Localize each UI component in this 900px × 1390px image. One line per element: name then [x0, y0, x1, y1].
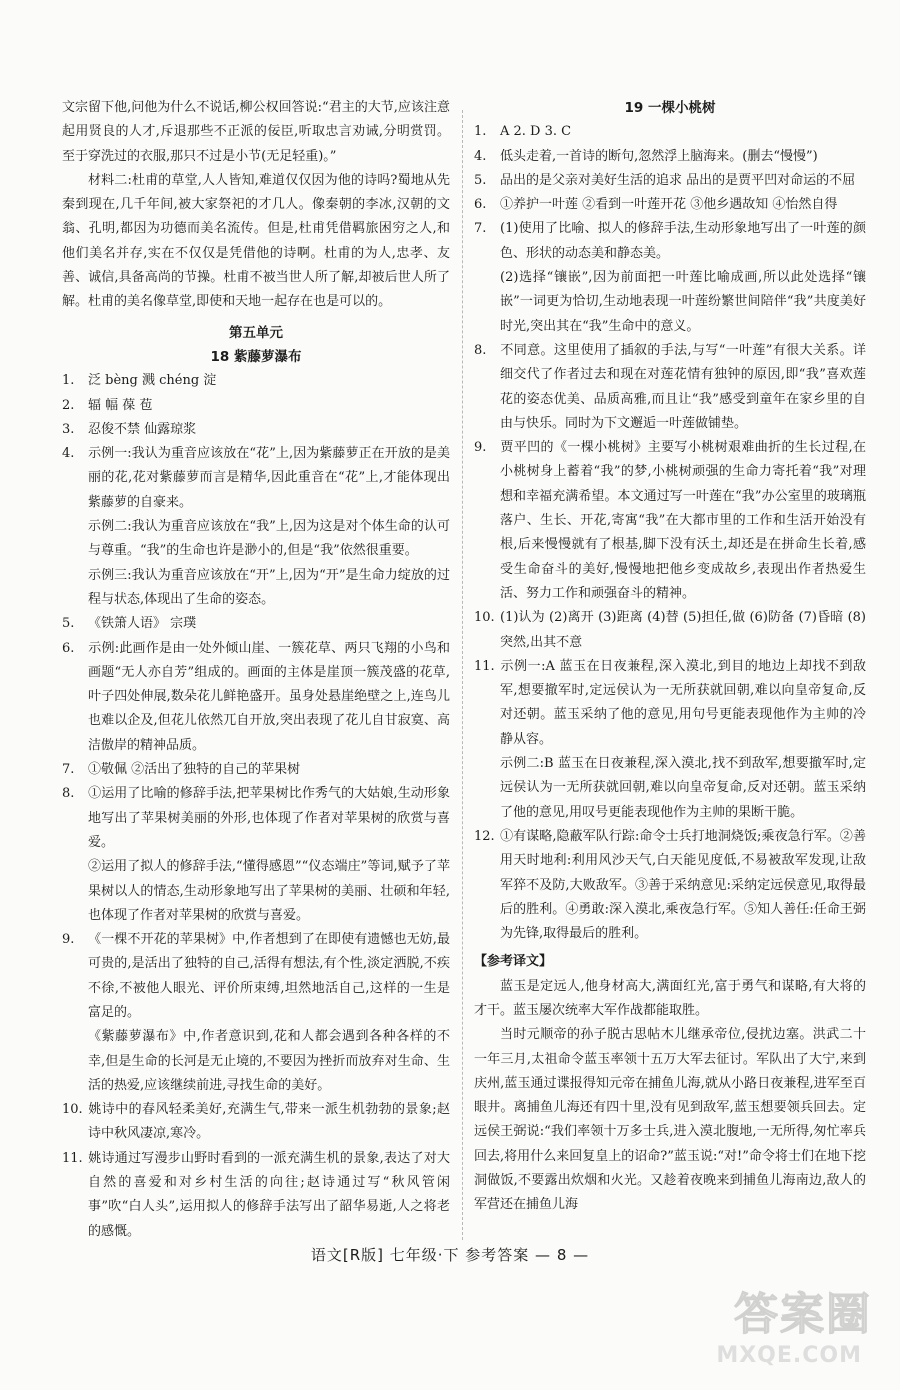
answer-item [62, 369, 450, 393]
answer-text: 贾平凹的《一棵小桃树》主要写小桃树艰难曲折的生长过程,在小桃树身上蓄着“我”的梦,小桃树顽强的生命力寄托着“我”对理想和幸福充满希望。本文通过写一叶莲在“我”办公室里的玻璃瓶落户、生长、开花,寄寓“我”在大都市里的工作和生活开始没有根,后来慢慢就有了根基,脚下没有沃土,却还是在拼命生长着,感受生命奋斗的美好,慢慢地把他乡变成故乡,表现出作者热爱生活、努力工作和顽强奋斗的精神。 [500, 440, 866, 601]
answer-number: 5. [62, 616, 75, 632]
answer-text: 示例二:我认为重音应该放在“我”上,因为这是对个体生命的认可与尊重。“我”的生命也许是渺小的,但是“我”依然很重要。 [88, 519, 450, 559]
answer-item [474, 145, 866, 169]
answer-text: 示例一:A 蓝玉在日夜兼程,深入漠北,到目的地边上却找不到敌军,想要撤军时,定远侯认为一无所获就回朝,难以向皇帝复命,反对还朝。蓝玉采纳了他的意见,用句号更能表现他作为主帅的冷静从容。 [500, 658, 866, 747]
answer-text: ①敬佩 ②活出了独特的自己的苹果树 [88, 762, 301, 778]
answer-item [474, 266, 866, 339]
answer-number: 4. [474, 148, 487, 164]
answer-item [62, 1025, 450, 1098]
answer-text: 姚诗中的春风轻柔美好,充满生气,带来一派生机勃勃的景象;赵诗中秋风凄凉,寒冷。 [88, 1102, 450, 1142]
answer-item [474, 606, 866, 655]
answer-text: ①运用了比喻的修辞手法,把苹果树比作秀气的大姑娘,生动形象地写出了苹果树美丽的外形,也体现了作者对苹果树的欣赏与喜爱。 [88, 786, 450, 850]
answer-text: 《紫藤萝瀑布》中,作者意识到,花和人都会遇到各种各样的不幸,但是生命的长河是无止境的,不要因为挫折而放弃对生命、生活的热爱,应该继续前进,寻找生命的美好。 [88, 1029, 450, 1093]
answer-number: 11. [474, 658, 495, 674]
answer-number: 11. [62, 1150, 83, 1166]
answer-item [62, 637, 450, 758]
answer-number: 12. [474, 828, 495, 844]
answer-text: 低头走着,一首诗的断句,忽然浮上脑海来。(删去“慢慢”) [500, 148, 818, 164]
answer-item [474, 193, 866, 217]
answer-text: ②运用了拟人的修辞手法,“懂得感恩”“仪态端庄”等词,赋予了苹果树以人的情态,生动形象地写出了苹果树的美丽、壮硕和年轻,也体现了作者对苹果树的欣赏与喜爱。 [88, 859, 450, 923]
answer-item [474, 825, 866, 946]
watermark-top: 答案圈 [734, 1289, 872, 1340]
answer-number: 10. [474, 610, 495, 626]
answer-item [474, 752, 866, 825]
lesson-title-19: 19 一棵小桃树 [624, 100, 716, 116]
reference-translation-title: 【参考译文】 [474, 954, 553, 970]
answer-number: 7. [474, 221, 487, 237]
answer-number: 6. [62, 640, 75, 656]
reference-paragraph-1: 蓝玉是定远人,他身材高大,满面红光,富于勇气和谋略,有大将的才干。蓝玉屡次统率大军作战都能取胜。 [474, 978, 866, 1018]
answer-item [62, 394, 450, 418]
watermark-logo [702, 1278, 872, 1368]
answer-number: 4. [62, 446, 75, 462]
answer-number: 9. [62, 932, 75, 948]
answer-text: 辐 幅 葆 苞 [88, 397, 153, 413]
answer-text: 示例三:我认为重音应该放在“开”上,因为“开”是生命力绽放的过程与状态,体现出了生命的姿态。 [88, 567, 450, 607]
answer-text: (1)使用了比喻、拟人的修辞手法,生动形象地写出了一叶莲的颜色、形状的动态美和静态美。 [500, 221, 866, 261]
answer-item [62, 855, 450, 928]
watermark-bottom: MXQE.COM [716, 1343, 862, 1368]
answer-text: A 2. D 3. C [500, 124, 572, 140]
answer-text: 《一棵不开花的苹果树》中,作者想到了在即使有遗憾也无妨,最可贵的,是活出了独特的自己,活得有想法,有个性,淡定洒脱,不疾不徐,不被他人眼光、评价所束缚,坦然地活自己,这样的一生是富足的。 [88, 932, 450, 1020]
answer-number: 7. [62, 762, 75, 778]
intro-paragraph-1: 文宗留下他,问他为什么不说话,柳公权回答说:“君主的大节,应该注意起用贤良的人才,斥退那些不正派的佞臣,听取忠言劝诫,分明赏罚。至于穿洗过的衣服,那只不过是小节(无足轻重)。” [62, 100, 450, 164]
answer-number: 2. [62, 397, 75, 413]
answer-number: 5. [474, 172, 487, 188]
answer-number: 1. [474, 124, 487, 140]
answer-text: 示例一:我认为重音应该放在“花”上,因为紫藤萝正在开放的是美丽的花,花对紫藤萝而言是精华,因此重音在“花”上,才能体现出紫藤萝的自豪来。 [88, 446, 450, 510]
answer-number: 8. [62, 786, 75, 802]
answer-text: 品出的是父亲对美好生活的追求 品出的是贾平凹对命运的不屈 [500, 172, 856, 188]
answer-item [474, 436, 866, 606]
right-answer-list [474, 120, 866, 946]
answer-number: 10. [62, 1102, 83, 1118]
answer-text: 示例:此画作是由一处外倾山崖、一簇花草、两只飞翔的小鸟和画题“无人亦自芳”组成的。画面的主体是崖顶一簇茂盛的花草,叶子四处伸展,数朵花儿鲜艳盛开。虽身处悬崖绝壁之上,连鸟儿也难以企及,但花儿依然兀自开放,突出表现了花儿自甘寂寞、高洁傲岸的精神品质。 [88, 640, 450, 753]
answer-text: 姚诗通过写漫步山野时看到的一派充满生机的景象,表达了对大自然的喜爱和对乡村生活的向往;赵诗通过写“秋风管闲事”吹“白人头”,运用拟人的修辞手法写出了韶华易逝,人之将老的感慨。 [88, 1150, 450, 1239]
answer-number: 3. [62, 421, 75, 437]
answer-text: 泛 bèng 溅 chéng 淀 [88, 373, 217, 389]
answer-text: 不同意。这里使用了插叙的手法,与写“一叶莲”有很大关系。详细交代了作者过去和现在对莲花情有独钟的原因,即“我”喜欢莲花的姿态优美、品质高雅,而且让“我”感受到童年在家乡里的自由与快乐。同时为下文邂逅一叶莲做铺垫。 [500, 342, 866, 431]
answer-item [474, 217, 866, 266]
answer-item [474, 169, 866, 193]
answer-item [62, 442, 450, 515]
answer-item [474, 339, 866, 436]
answer-text: ①有谋略,隐蔽军队行踪:命令士兵打地洞烧饭;乘夜急行军。②善用天时地利:利用风沙天气,白天能见度低,不易被敌军发现,让敌军猝不及防,大败敌军。③善于采纳意见:采纳定远侯意见,取得最后的胜利。④勇敢:深入漠北,乘夜急行军。⑤知人善任:任命王弼为先锋,取得最后的胜利。 [500, 828, 866, 942]
answer-item [62, 758, 450, 782]
answer-item [62, 418, 450, 442]
answer-number: 9. [474, 440, 487, 456]
reference-paragraph-2: 当时元顺帝的孙子脱古思帖木儿继承帝位,侵扰边塞。洪武二十一年三月,太祖命令蓝玉率领十五万大军去征讨。军队出了大宁,来到庆州,蓝玉通过谍报得知元帝在捕鱼儿海,就从小路日夜兼程,进军至百眼井。离捕鱼儿海还有四十里,没有见到敌军,蓝玉想要领兵回去。定远侯王弼说:“我们率领十万多士兵,进入漠北腹地,一无所得,匆忙率兵回去,将用什么来回复皇上的诏命?”蓝玉说:“对!”命令将士们在地下挖洞做饭,不要露出炊烟和火光。又趁着夜晚来到捕鱼儿海南边,敌人的军营还在捕鱼儿海 [474, 1027, 866, 1213]
lesson-title-18: 18 紫藤萝瀑布 [210, 348, 302, 365]
answer-text: 忍俊不禁 仙露琼浆 [88, 421, 197, 437]
column-divider [462, 110, 463, 1240]
answer-text: 《铁箫人语》 宗璞 [88, 616, 197, 632]
right-column [474, 96, 866, 1218]
left-column [62, 96, 450, 1244]
answer-number: 1. [62, 373, 75, 389]
answer-item [62, 1147, 450, 1244]
answer-item [474, 655, 866, 752]
answer-item [62, 928, 450, 1025]
answer-number: 6. [474, 197, 487, 213]
answer-text: (2)选择“镶嵌”,因为前面把一叶莲比喻成画,所以此处选择“镶嵌”一词更为恰切,生动地表现一叶莲纷繁世间陪伴“我”共度美好时光,突出其在“我”生命中的意义。 [500, 270, 866, 334]
answer-item [474, 120, 866, 144]
answer-item [62, 612, 450, 636]
page-footer: 语文[R版] 七年级·下 参考答案 — 8 — [310, 1246, 590, 1264]
answer-item [62, 515, 450, 564]
intro-paragraph-2: 材料二:杜甫的草堂,人人皆知,难道仅仅因为他的诗吗?蜀地从先秦到现在,几千年间,被大家祭祀的才几人。像秦朝的李冰,汉朝的文翁、孔明,都因为功德而美名流传。但是,杜甫凭借羁旅困穷之人,和他们美名并存,实在不仅仅是凭借他的诗啊。杜甫的为人,忠孝、友善、诚信,具备高尚的节操。杜甫不被当世人所了解,却被后世人所了解。杜甫的美名像草堂,即使和天地一起存在也是可以的。 [62, 172, 450, 310]
answer-item [62, 564, 450, 613]
unit-title: 第五单元 [229, 324, 283, 341]
answer-text: 示例二:B 蓝玉在日夜兼程,深入漠北,找不到敌军,想要撤军时,定远侯认为一无所获就回朝,难以向皇帝复命,反对还朝。蓝玉采纳了他的意见,用叹号更能表现他作为主帅的果断干脆。 [500, 756, 866, 820]
answer-item [62, 782, 450, 855]
answer-text: ①养护一叶莲 ②看到一叶莲开花 ③他乡遇故知 ④怡然自得 [500, 197, 838, 213]
answer-number: 8. [474, 342, 487, 358]
answer-item [62, 1098, 450, 1147]
left-answer-list [62, 369, 450, 1244]
answer-text: (1)认为 (2)离开 (3)距离 (4)替 (5)担任,做 (6)防备 (7)昏暗 (8)突然,出其不意 [500, 610, 866, 650]
